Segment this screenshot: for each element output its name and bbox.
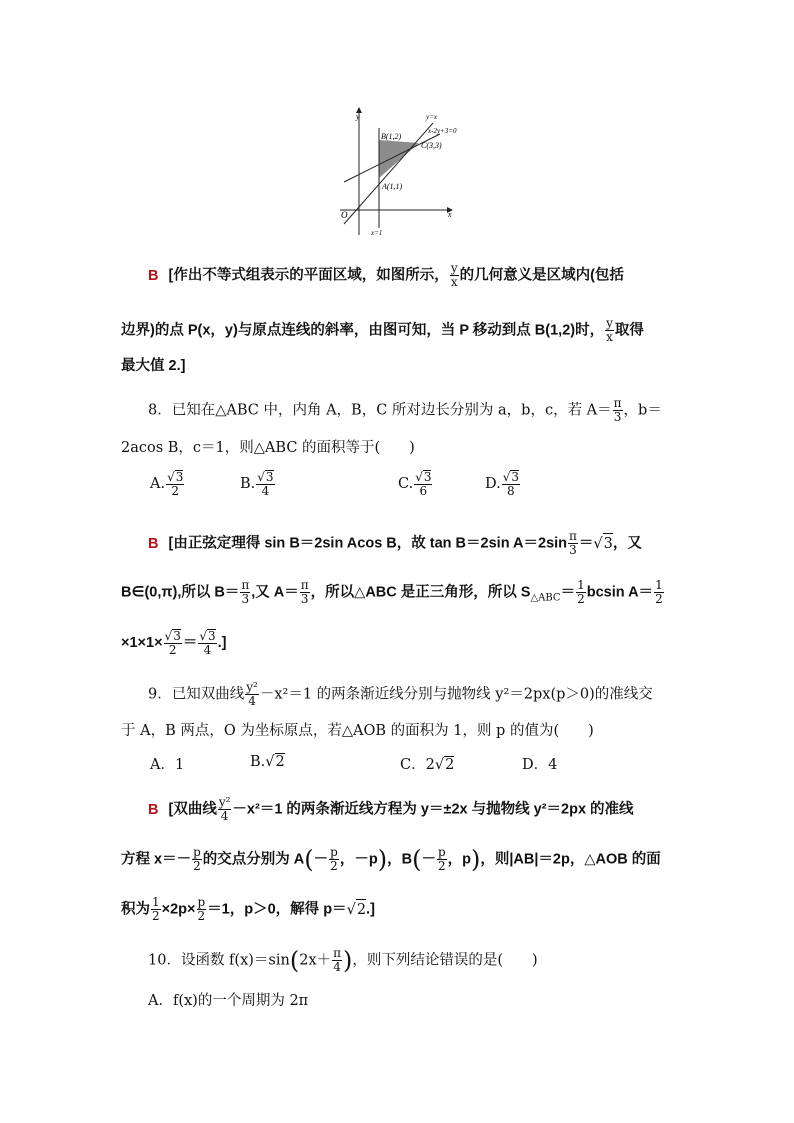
q9-answer-line-3: 积为 $\frac{1}{2}$ ×2p× $\frac{p}{2}$ ＝1，p＞0，解得 p＝√2.] xyxy=(121,895,375,923)
fraction-pi-over-3: $\frac{\pi}{3}$ xyxy=(613,396,622,424)
label-y-axis: y xyxy=(356,112,360,121)
q9-option-a[interactable]: A．1 xyxy=(150,757,185,773)
q8-option-d[interactable]: D. $\frac{√3}{8}$ xyxy=(485,470,520,498)
fraction-y-over-x: $\frac{y}{x}$ xyxy=(450,261,458,289)
q7-answer-line-1: B [作出不等式组表示的平面区域，如图所示， $\frac{y}{x}$ 的几何意义是区域内(包括 xyxy=(148,261,624,289)
q7-answer-letter: B xyxy=(148,267,159,284)
q9-line-2: 于 A，B 两点，O 为坐标原点，若△AOB 的面积为 1，则 p 的值为( ) xyxy=(121,723,594,739)
label-origin: O xyxy=(341,210,348,220)
label-point-b: B(1,2) xyxy=(381,132,402,141)
q10-option-a[interactable]: A．f(x)的一个周期为 2π xyxy=(148,993,309,1009)
q8-option-a[interactable]: A. $\frac{√3}{2}$ xyxy=(150,470,184,498)
label-x-axis: x xyxy=(448,210,452,219)
q8-line-1: 8．已知在△ABC 中，内角 A，B，C 所对边长分别为 a，b，c，若 A＝ $\frac{\pi}{3}$ ，b＝ xyxy=(148,396,662,424)
q8-option-b[interactable]: B. $\frac{√3}{4}$ xyxy=(240,470,274,498)
q9-option-c[interactable]: C．2√2 xyxy=(400,757,455,773)
q9-option-d[interactable]: D．4 xyxy=(522,757,558,773)
region-figure xyxy=(330,100,500,240)
q8-answer-line-2: B∈(0,π),所以 B＝ $\frac{\pi}{3}$ ,又 A＝ $\frac{\pi}{3}$ ，所以△ABC 是正三角形，所以 $S_{\triangle ABC}=$ $\frac{1}{2}$ bcsin A＝ $\frac{1}{2}$ xyxy=(121,578,663,606)
q9-line-1: 9．已知双曲线 $\frac{\text{y²}}{4}$ －x²＝1 的两条渐近线分别与抛物线 y²＝2px(p＞0)的准线交 xyxy=(148,680,653,708)
fraction-y-over-x-2: $\frac{y}{x}$ xyxy=(606,316,613,344)
q8-option-c[interactable]: C. $\frac{√3}{6}$ xyxy=(398,470,432,498)
q8-line-2: 2acos B，c＝1，则△ABC 的面积等于( ) xyxy=(121,440,415,456)
q8-answer-line-1: B [由正弦定理得 sin B＝2sin Acos B，故 tan B＝2sin A＝2sin $\frac{\pi}{3}$ ＝√3，又 xyxy=(148,529,642,557)
q8-answer-line-3: ×1×1× $\frac{√3}{2}$ ＝ $\frac{√3}{4}$ .] xyxy=(121,629,227,657)
q7-answer-line-2: 边界)的点 P(x，y)与原点连线的斜率，由图可知，当 P 移动到点 B(1,2)时， $\frac{y}{x}$ 取得 xyxy=(121,316,644,344)
label-boundary-line: x-2y+3=0 xyxy=(428,127,457,135)
q9-answer-letter: B xyxy=(148,801,159,818)
label-y-eq-x: y=x xyxy=(426,113,437,121)
q8-answer-letter: B xyxy=(148,535,159,552)
label-point-c: C(3,3) xyxy=(421,141,442,150)
label-point-a: A(1,1) xyxy=(382,182,403,191)
q7-answer-line-3: 最大值 2.] xyxy=(121,358,186,374)
q9-answer-line-1: B [双曲线 $\frac{\text{y²}}{4}$ －x²＝1 的两条渐近线方程为 y＝±2x 与抛物线 y²＝2px 的准线 xyxy=(148,795,634,823)
label-x-eq-1: x=1 xyxy=(371,229,383,237)
q9-option-b[interactable]: B.√2 xyxy=(250,754,285,770)
q10-line-1: 10．设函数 f(x)＝sin(2x＋ $\frac{\pi}{4}$ )，则下列结论错误的是( ) xyxy=(148,946,538,975)
q9-answer-line-2: 方程 x＝－ $\frac{p}{2}$ 的交点分别为 A(－ $\frac{p}{2}$ ，－p)，B(－ $\frac{p}{2}$ ，p)，则|AB|＝2p，△AOB 的面 xyxy=(121,845,661,874)
